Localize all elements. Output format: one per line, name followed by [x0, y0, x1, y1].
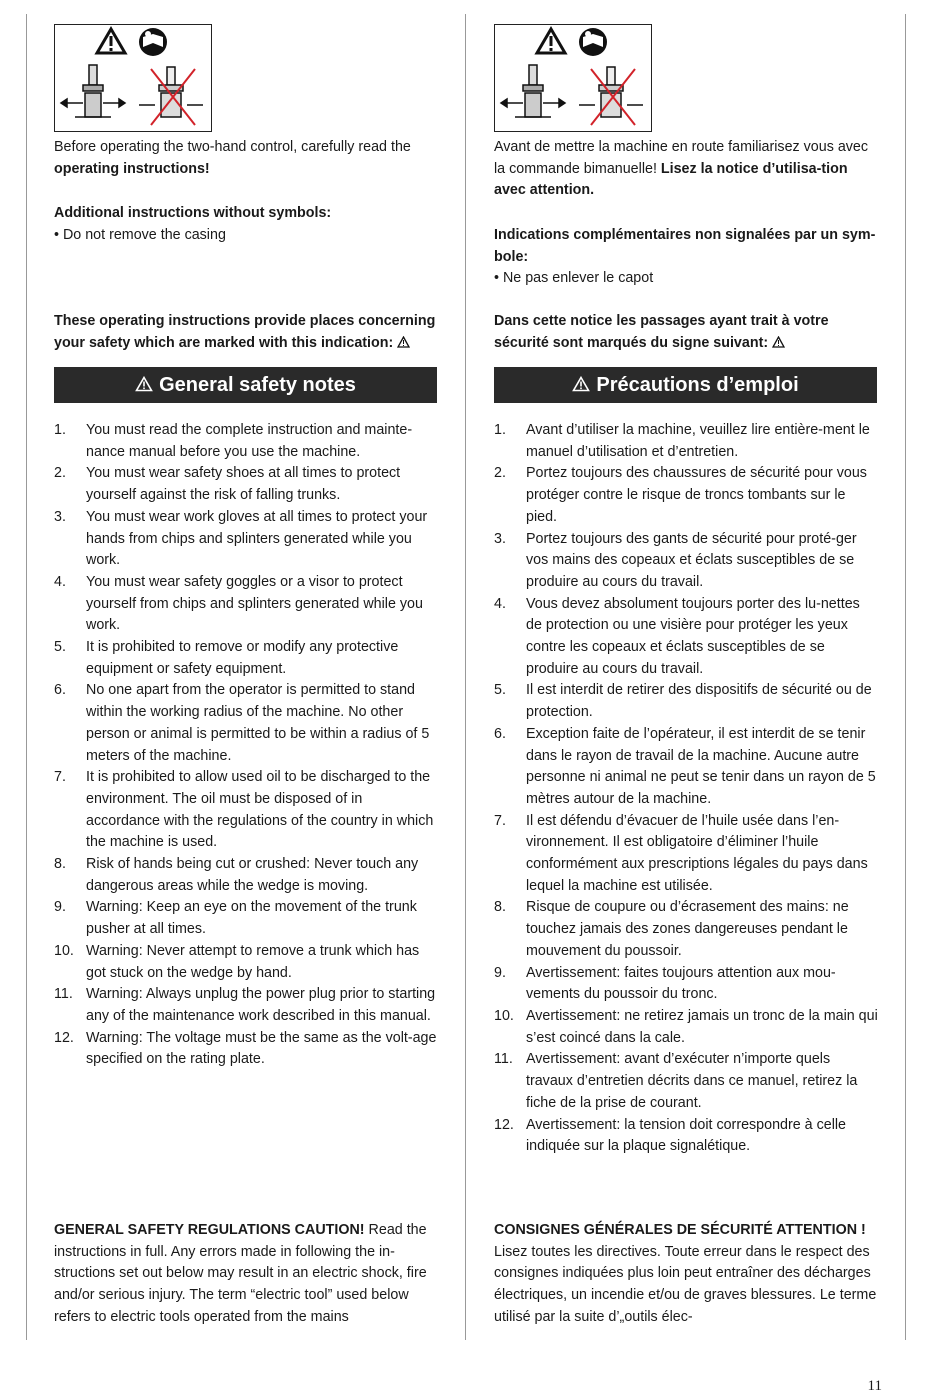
list-item-number: 4. [54, 573, 66, 590]
correct-usage-illustration [61, 65, 125, 117]
prohibited-usage-illustration [579, 67, 643, 125]
list-item-text: Warning: The voltage must be the same as the volt-age specified on the rating plate. [86, 1029, 437, 1068]
list-item-number: 9. [494, 964, 506, 981]
list-item-number: 7. [494, 812, 506, 829]
safety-notes-list [54, 420, 439, 1071]
warning-triangle-icon [397, 336, 410, 348]
correct-usage-illustration [501, 65, 565, 117]
list-item [494, 724, 879, 811]
list-item-text: You must wear safety shoes at all times to protect yourself against the risk of falling trunks. [86, 465, 401, 504]
list-item [54, 463, 439, 506]
list-item-number: 12. [494, 1116, 514, 1133]
list-item [494, 811, 879, 898]
list-item-number: 12. [54, 1029, 74, 1046]
list-item-number: 2. [494, 465, 506, 482]
list-item-text: You must wear safety goggles or a visor to protect yourself from chips and splinters generated while you work. [86, 573, 423, 634]
list-item-text: Risque de coupure ou d’écrasement des mains: ne touchez jamais des zones dangereuses pendant le mouvement du poussoir. [526, 899, 849, 959]
list-item [54, 420, 439, 463]
safety-indication-text: Dans cette notice les passages ayant trait à votre sécurité sont marqués du signe suivant: [494, 313, 829, 351]
list-item [494, 1115, 879, 1158]
list-item-number: 5. [494, 682, 506, 699]
additional-bullet: • Ne pas enlever le capot [494, 270, 654, 286]
list-item-number: 5. [54, 639, 66, 656]
list-item-number: 1. [494, 422, 506, 438]
list-item [54, 984, 439, 1027]
safety-indication-text: These operating instructions provide places concerning your safety which are marked with this indication: [54, 313, 436, 351]
additional-bullet: • Do not remove the casing [54, 227, 226, 243]
list-item [54, 507, 439, 572]
list-item-text: Il est défendu d’évacuer de l’huile usée dans l’en-vironnement. Il est obligatoire d’éliminer l’huile conformément aux prescriptions légales du pays dans lequel la machine est utilisée. [526, 812, 868, 894]
list-item-number: 8. [54, 856, 66, 873]
list-item [54, 941, 439, 984]
list-item-number: 6. [494, 725, 506, 742]
read-manual-icon [139, 28, 167, 56]
list-item [54, 767, 439, 854]
intro-paragraph: Before operating the two-hand control, carefully read the operating instructions! [54, 139, 411, 177]
list-item [494, 1006, 879, 1049]
warning-triangle-icon [537, 29, 565, 53]
list-item-text: Avertissement: avant d’exécuter n’importe quels travaux d’entretien décrits dans ce manuel, retirez la fiche de la prise de courant. [526, 1051, 858, 1111]
list-item-number: 8. [494, 899, 506, 916]
warning-triangle-icon [772, 336, 785, 348]
two-hand-control-pictogram [494, 24, 652, 132]
general-safety-regulations: GENERAL SAFETY REGULATIONS CAUTION! Read the instructions in full. Any errors made in following the in-structions set out below may result in an electric shock, fire and/or serious injury. The term “electric tool” used below refers to electric tools operated from the mains [54, 1222, 427, 1325]
list-item [494, 897, 879, 962]
list-item-text: You must wear work gloves at all times to protect your hands from chips and splinters generated while you work. [86, 508, 428, 569]
list-item [494, 963, 879, 1006]
list-item [54, 1028, 439, 1071]
list-item [494, 594, 879, 681]
warning-triangle-icon [572, 376, 590, 392]
warning-triangle-icon [135, 376, 153, 392]
list-item [494, 420, 879, 463]
list-item-text: Vous devez absolument toujours porter des lu-nettes de protection ou une visière pour protéger les yeux contre les copeaux et éclats susceptibles de se produire au cours du travail. [526, 595, 860, 677]
list-item [54, 854, 439, 897]
list-item-number: 11. [494, 1051, 513, 1068]
general-safety-regulations: CONSIGNES GÉNÉRALES DE SÉCURITÉ ATTENTION ! Lisez toutes les directives. Toute erreur dans le respect des consignes indiquées plus loin peut entraîner des décharges électriques, un incendie et/ou de graves blessures. Le terme utilisé par la suite d’„outils élec- [494, 1222, 877, 1325]
list-item [494, 1049, 879, 1114]
additional-heading: Indications complémentaires non signalées par un sym-bole: [494, 227, 876, 265]
list-item-number: 7. [54, 769, 66, 786]
list-item-text: No one apart from the operator is permitted to stand within the working radius of the machine. No other person or animal is permitted to be within a radius of 5 meters of the machine. [86, 682, 430, 764]
list-item-number: 9. [54, 899, 66, 916]
right-margin-rule [905, 14, 906, 1340]
list-item-text: Portez toujours des chaussures de sécurité pour vous protéger contre le risque de troncs tombants sur le pied. [526, 465, 867, 525]
list-item [54, 897, 439, 940]
list-item-text: Portez toujours des gants de sécurité pour proté-ger vos mains des copeaux et éclats susceptibles de se produire au cours du travail. [526, 530, 857, 590]
page-number: 11 [867, 1378, 882, 1394]
center-column-rule [465, 14, 466, 1340]
list-item-text: Avertissement: faites toujours attention aux mou-vements du poussoir du tronc. [526, 964, 836, 1003]
list-item-text: Avant d’utiliser la machine, veuillez lire entière-ment le manuel d’utilisation et d’entretien. [526, 422, 870, 460]
list-item [494, 529, 879, 594]
precautions-banner: Précautions d’emploi [494, 367, 877, 403]
list-item [54, 572, 439, 637]
list-item-number: 10. [54, 942, 74, 959]
prohibited-usage-illustration [139, 67, 203, 125]
list-item [54, 680, 439, 767]
list-item-number: 3. [54, 508, 66, 525]
french-column [494, 24, 879, 1325]
list-item-text: Exception faite de l’opérateur, il est interdit de se tenir dans le rayon de travail de la machine. Aucune autre personne ni animal ne peut se tenir dans un rayon de 5 mètres autour de la machine. [526, 725, 876, 807]
list-item-number: 1. [54, 422, 66, 438]
list-item-number: 4. [494, 595, 506, 612]
list-item-text: It is prohibited to remove or modify any protective equipment or safety equipment. [86, 639, 399, 677]
list-item-text: Warning: Keep an eye on the movement of the trunk pusher at all times. [86, 899, 417, 938]
english-column [54, 24, 439, 1325]
list-item-text: Avertissement: ne retirez jamais un tronc de la main qui s’est coincé dans la cale. [526, 1007, 878, 1046]
warning-triangle-icon [97, 29, 125, 53]
list-item-number: 10. [494, 1007, 514, 1024]
list-item-number: 6. [54, 682, 66, 699]
list-item-text: Warning: Never attempt to remove a trunk which has got stuck on the wedge by hand. [86, 942, 420, 981]
list-item-text: Il est interdit de retirer des dispositifs de sécurité ou de protection. [526, 682, 872, 721]
two-hand-control-pictogram [54, 24, 212, 132]
list-item [494, 463, 879, 528]
list-item-text: Avertissement: la tension doit correspondre à celle indiquée sur la plaque signalétique. [526, 1116, 846, 1155]
list-item-text: It is prohibited to allow used oil to be discharged to the environment. The oil must be disposed of in accordance with the regulations of the country in which the machine is used. [86, 769, 434, 851]
list-item-text: You must read the complete instruction and mainte-nance manual before you use the machine. [86, 422, 413, 460]
list-item-number: 2. [54, 465, 66, 482]
list-item [54, 637, 439, 680]
intro-paragraph: Avant de mettre la machine en route familiarisez vous avec la commande bimanuelle! Lisez la notice d’utilisa-tion avec attention. [494, 139, 869, 199]
safety-notes-list [494, 420, 879, 1158]
read-manual-icon [579, 28, 607, 56]
list-item-number: 11. [54, 986, 73, 1003]
list-item-text: Risk of hands being cut or crushed: Never touch any dangerous areas while the wedge is moving. [86, 856, 419, 894]
list-item [494, 680, 879, 723]
additional-heading: Additional instructions without symbols: [54, 205, 332, 221]
list-item-text: Warning: Always unplug the power plug prior to starting any of the maintenance work described in this manual. [86, 986, 436, 1024]
left-margin-rule [26, 14, 27, 1340]
list-item-number: 3. [494, 530, 506, 547]
general-safety-notes-banner: General safety notes [54, 367, 437, 403]
